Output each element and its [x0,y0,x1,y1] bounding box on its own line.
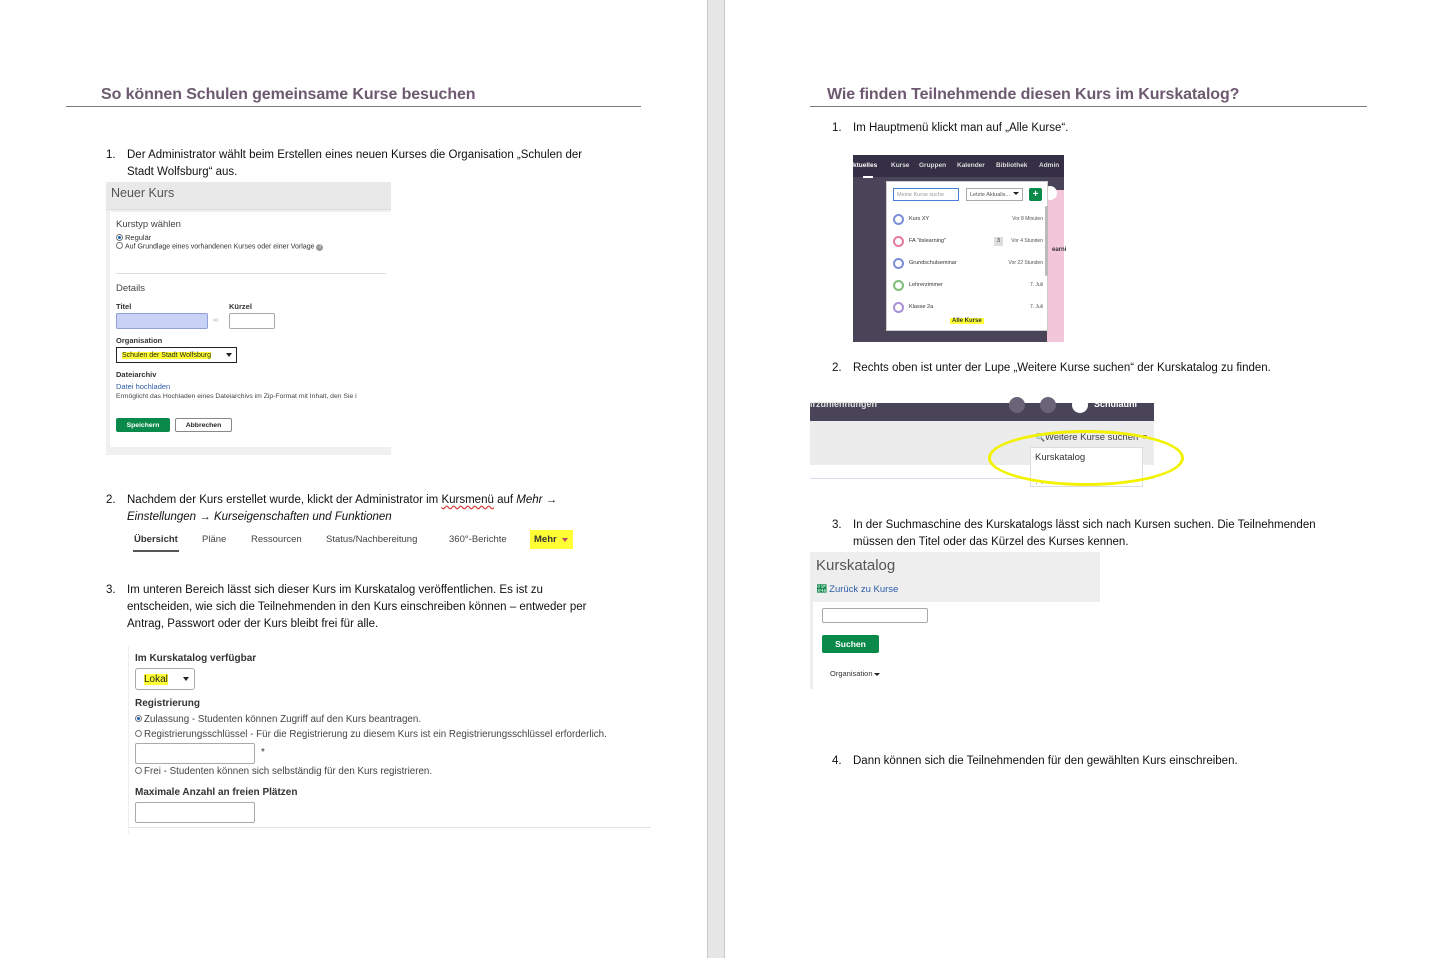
course-updated-time: Vor 4 Stunden [1011,238,1043,244]
arrow-left-icon: 🡈 [817,584,827,595]
course-updated-time: 7. Juli [1029,304,1043,310]
list-item[interactable] [891,278,1043,294]
title-input[interactable] [116,313,208,329]
max-places-input[interactable] [135,802,255,823]
course-icon [893,302,904,313]
radio-icon [135,715,142,722]
catalog-settings-screenshot: Im Kurskatalog verfügbar Lokal Registrierung Zulassung - Studenten können Zugriff auf den Kurs beantragen. Registrierungsschlüssel - Für die Registrierung zu diesem Kurs ist ein Registrierungsschlüssel erforderlich. * Frei - Studenten können sich selbständig für den Kurs registrieren. Maximale Anzahl an freien Plätzen [128,646,650,834]
new-course-screenshot: Neuer Kurs Kurstyp wählen Regulär Auf Grundlage eines vorhandenen Kurses oder einer Vorlage ? Details Titel Kürzel ∞ Organisation Schulen der Stadt Wolfsburg Dateiarchiv Datei hochladen Ermöglicht das Hochladen eines Dateiarchivs im Zip-Format mit Inhalt, den Sie i Speichern Abbrechen [106,182,391,455]
main-menu-screenshot: ktuelles Kurse Gruppen Kalender Bibliothek Admin earni Meine Kurse suche Letzte Aktualis... + Kurs XY Vor 8 Minuten FA "itslearning" 3 Vor 4 Stunden Grundschulseminar Vor 22 Stunden Lehrerzimmer 7. Juli Klasse 2a 7. Juli Alle Kurse [853,155,1064,342]
course-menu-screenshot [128,527,588,555]
bell-icon[interactable] [1009,397,1025,413]
document-page-left: So können Schulen gemeinsame Kurse besuchen 1. Der Administrator wählt beim Erstellen eines neuen Kurses die Organisation „Schulen der Stadt Wolfsburg“ aus. Neuer Kurs Kurstyp wählen Regulär Auf Grundlage eines vorhandenen Kurses oder einer Vorlage ? Details Titel Kürzel ∞ Organisation Schulen der Stadt Wolfsburg Dateiarchiv Datei hochladen Ermöglicht das Hochladen eines Dateiarchivs im Zip-Format mit Inhalt, den Sie i Speichern Abbrechen 2. Nachdem der Kurs erstellet wurde, klickt der Administrator im Kursmenü auf Mehr → Einstellungen → Kurseigenschaften und Funktionen Übersicht Pläne Ressourcen Status/Nachbereitung 360°-Berichte Mehr 3. Im unteren Bereich lässt sich dieser Kurs im Kurskatalog veröffentlichen. Es ist zu entscheiden, wie sich die Teilnehmenden in den Kurs einschreiben können – entweder per Antrag, Passwort oder der Kurs bleibt frei für alle. Im Kurskatalog verfügbar Lokal Registrierung Zulassung - Studenten können Zugriff auf den Kurs beantragen. Registrierungsschlüssel - Für die Registrierung zu diesem Kurs ist ein Registrierungsschlüssel erforderlich. * Frei - Studenten können sich selbständig für den Kurs registrieren. Maximale Anzahl an freien Plätzen [0,0,707,958]
tab-plans[interactable]: Pläne [202,534,227,545]
chat-icon[interactable] [1040,397,1056,413]
registration-key-input[interactable] [135,743,255,764]
help-icon: ? [318,244,322,251]
course-name: Klasse 2a [909,304,934,310]
unread-badge: 3 [994,237,1003,246]
course-search-input[interactable]: Meine Kurse suche [893,188,959,201]
nav-calendar[interactable]: Kalender [957,162,985,169]
upload-link[interactable]: Datei hochladen [116,382,171,391]
section-heading: So können Schulen gemeinsame Kurse besuchen [101,86,476,103]
list-item[interactable] [891,234,1043,250]
course-icon [893,258,904,269]
save-button[interactable]: Speichern [116,418,170,432]
list-item[interactable] [891,212,1043,228]
chevron-down-icon [226,353,232,357]
chevron-down-icon [874,673,880,676]
radio-template[interactable]: Auf Grundlage eines vorhandenen Kurses oder einer Vorlage ? [116,243,323,251]
catalog-availability-select[interactable]: Lokal [135,668,195,690]
radio-approval[interactable]: Zulassung - Studenten können Zugriff auf den Kurs beantragen. [135,714,421,725]
sort-select[interactable]: Letzte Aktualis... [966,188,1023,201]
search-icon: 🔍 [1035,433,1045,442]
chevron-down-icon [1013,192,1019,195]
back-to-courses-link[interactable]: 🡈 Zurück zu Kurse [817,584,899,595]
course-name: Grundschulseminar [909,260,957,266]
page-gutter [707,0,725,958]
organisation-filter[interactable]: Organisation [830,669,880,678]
nav-courses[interactable]: Kurse [891,162,910,169]
radio-free[interactable]: Frei - Studenten können sich selbständig für den Kurs registrieren. [135,766,432,777]
tab-resources[interactable]: Ressourcen [251,534,302,545]
course-icon [893,214,904,225]
organisation-select[interactable]: Schulen der Stadt Wolfsburg [116,347,237,363]
section-heading: Wie finden Teilnehmende diesen Kurs im Kurskatalog? [827,86,1240,103]
catalog-screenshot [810,552,1100,689]
nav-admin[interactable]: Admin [1039,162,1060,169]
heading-rule [66,106,641,107]
course-icon [893,236,904,247]
catalog-search-input[interactable] [822,608,928,623]
radio-icon [135,730,142,737]
course-updated-time: Vor 22 Stunden [1008,260,1043,266]
tab-360-reports[interactable]: 360°-Berichte [449,534,507,545]
course-name: Lehrerzimmer [909,282,943,288]
list-item[interactable] [891,256,1043,272]
chevron-down-icon [183,677,189,681]
catalog-link[interactable]: Kurskatalog [1035,452,1086,463]
list-item[interactable] [891,300,1043,316]
add-course-button[interactable]: + [1029,188,1042,201]
heading-rule [810,106,1367,107]
radio-key[interactable]: Registrierungsschlüssel - Für die Registrierung zu diesem Kurs ist ein Registrierungsschlüssel erforderlich. [135,729,607,740]
short-input[interactable] [229,313,275,329]
tab-status[interactable]: Status/Nachbereitung [326,534,418,545]
tab-overview[interactable]: Übersicht [134,534,178,545]
document-page-right: Wie finden Teilnehmende diesen Kurs im Kurskatalog? 1. Im Hauptmenü klickt man auf „Alle Kurse“. ktuelles Kurse Gruppen Kalender Bibliothek Admin earni Meine Kurse suche Letzte Aktualis... + Kurs XY Vor 8 Minuten FA "itslearning" 3 Vor 4 Stunden Grundschulseminar Vor 22 Stunden Lehrerzimmer 7. Juli Klasse 2a 7. Juli Alle Kurse 2. Rechts oben ist unter der Lupe „Weitere Kurse suchen“ der Kurskatalog zu finden. ırzuniennungen Schulauni 🔍Weitere Kurse suchen Kurskatalog · · 3. In der Suchmaschine des Kurskatalogs lässt sich nach Kursen suchen. Die Teilnehmenden müssen den Titel oder das Kürzel des Kurses kennen. Kurskatalog 🡈 Zurück zu Kurse Suchen Organisation 4. Dann können sich die Teilnehmenden für den gewählten Kurs einschreiben. [725,0,1429,958]
radio-regular[interactable]: Regulär [116,233,151,242]
courses-dropdown [886,181,1048,331]
highlight-ellipse [988,430,1184,486]
course-name: FA "itslearning" [909,238,946,244]
chevron-down-icon [562,538,568,542]
all-courses-link[interactable]: Alle Kurse [952,318,982,324]
more-courses-search[interactable]: 🔍Weitere Kurse suchen [1035,432,1147,443]
course-name: Kurs XY [909,216,930,222]
radio-icon [135,767,142,774]
link-icon: ∞ [213,317,218,324]
catalog-title: Kurskatalog [816,557,896,574]
new-course-title: Neuer Kurs [111,186,175,200]
search-button[interactable]: Suchen [822,635,879,653]
avatar [1072,397,1088,413]
course-icon [893,280,904,291]
course-updated-time: 7. Juli [1029,282,1043,288]
cancel-button[interactable]: Abbrechen [175,418,232,432]
nav-library[interactable]: Bibliothek [996,162,1028,169]
course-updated-time: Vor 8 Minuten [1012,216,1043,222]
radio-icon [116,234,123,241]
nav-news[interactable]: ktuelles [853,162,878,169]
search-menu-screenshot: ırzuniennungen Schulauni 🔍Weitere Kurse suchen Kurskatalog · · [810,403,1190,488]
nav-groups[interactable]: Gruppen [919,162,947,169]
radio-icon [116,242,123,249]
tab-more[interactable]: Mehr [530,530,573,549]
scrollbar[interactable] [1045,206,1048,276]
